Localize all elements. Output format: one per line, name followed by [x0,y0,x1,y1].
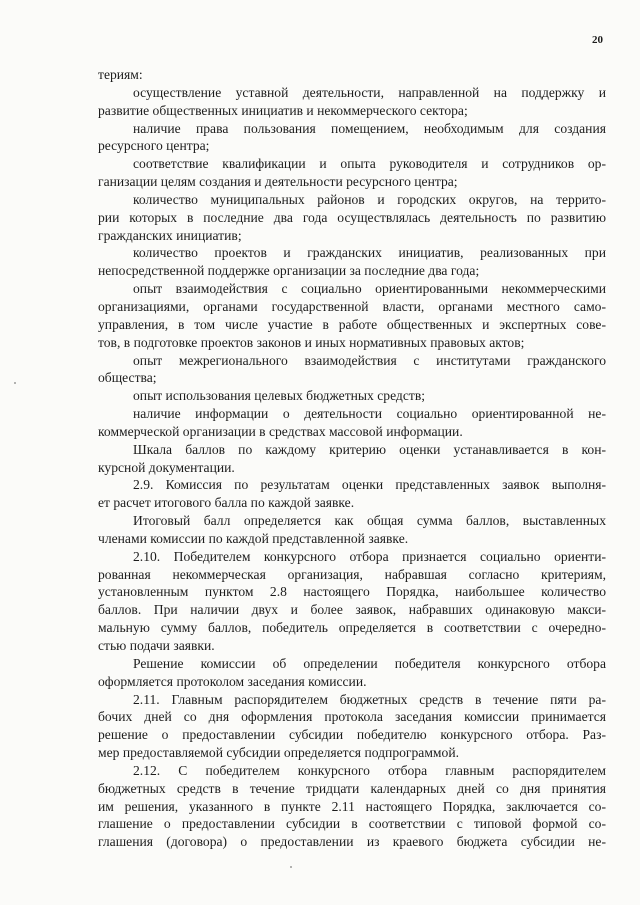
text-line: непосредственной поддержке организации за последние два года; [98,263,480,279]
text-line: количество проектов и гражданских инициатив, реализованных при [133,245,606,261]
text-line: соответствие квалификации и опыта руководителя и сотрудников ор- [133,156,606,172]
document-body [98,66,606,851]
text-line: установленным пунктом 2.8 настоящего Порядка, наибольшее количество [98,584,606,600]
text-line: оформляется протоколом заседания комиссии. [98,673,367,689]
scan-speck [14,382,16,384]
text-line: мер предоставляемой субсидии определяется подпрограммой. [98,745,460,761]
page-number: 20 [592,34,603,46]
text-line: ганизации целям создания и деятельности ресурсного центра; [98,174,458,190]
text-line: Шкала баллов по каждому критерию оценки устанавливается в кон- [133,441,606,457]
text-line: коммерческой организации в средствах массовой информации. [98,423,463,439]
text-line: глашение о предоставлении субсидии в соответствии с типовой формой со- [98,816,606,832]
text-line: управления, в том числе участие в работе общественных и экспертных сове- [98,316,606,332]
text-line: 2.10. Победителем конкурсного отбора признается социально ориенти- [133,548,606,564]
text-line: 2.12. С победителем конкурсного отбора главным распорядителем [133,762,606,778]
text-line: опыт использования целевых бюджетных средств; [133,388,426,404]
text-line: 2.11. Главным распорядителем бюджетных средств в течение пяти ра- [133,691,606,707]
text-line: развитие общественных инициатив и некоммерческого сектора; [98,102,468,118]
text-line: ет расчет итогового балла по каждой заявке. [98,495,355,511]
text-line: количество муниципальных районов и городских округов, на террито- [133,191,606,207]
text-line: мальную сумму баллов, победитель определяется в соответствии с очередно- [98,620,606,636]
text-line: опыт взаимодействия с социально ориентированными некоммерческими [133,281,606,297]
text-line: опыт межрегионального взаимодействия с институтами гражданского [133,352,606,368]
scan-speck [290,866,292,868]
text-line: баллов. При наличии двух и более заявок, набравших одинаковую макси- [98,602,606,618]
text-line: наличие информации о деятельности социально ориентированной не- [133,406,606,422]
text-line: рии которых в последние два года осуществлялась деятельность по развитию [98,209,606,225]
text-line: рованная некоммерческая организация, набравшая согласно критериям, [98,566,606,582]
text-line: териям: [98,67,143,82]
text-line: общества; [98,370,157,386]
text-line: организациями, органами государственной власти, органами местного само- [98,298,606,314]
text-line: гражданских инициатив; [98,227,242,243]
text-line: Решение комиссии об определении победителя конкурсного отбора [133,655,606,671]
text-line: стью подачи заявки. [98,638,215,653]
text-line: наличие права пользования помещением, необходимым для создания [133,120,606,136]
text-line: решение о предоставлении субсидии победителю конкурсного отбора. Раз- [98,727,606,743]
text-line: глашения (договора) о предоставлении из краевого бюджета субсидии не- [98,834,606,850]
text-line: осуществление уставной деятельности, направленной на поддержку и [133,84,606,100]
text-line: ресурсного центра; [98,138,210,154]
text-line: тов, в подготовке проектов законов и иных нормативных правовых актов; [98,334,525,350]
text-line: бюджетных средств в течение тридцати календарных дней со дня принятия [98,780,606,796]
text-line: бочих дней со дня оформления протокола заседания комиссии принимается [98,709,606,725]
text-line: 2.9. Комиссия по результатам оценки представленных заявок выполня- [133,477,606,493]
text-line: им решения, указанного в пункте 2.11 настоящего Порядка, заключается со- [98,798,606,814]
text-line: членами комиссии по каждой представленной заявке. [98,530,409,546]
text-line: курсной документации. [98,459,235,475]
text-line: Итоговый балл определяется как общая сумма баллов, выставленных [133,513,606,529]
